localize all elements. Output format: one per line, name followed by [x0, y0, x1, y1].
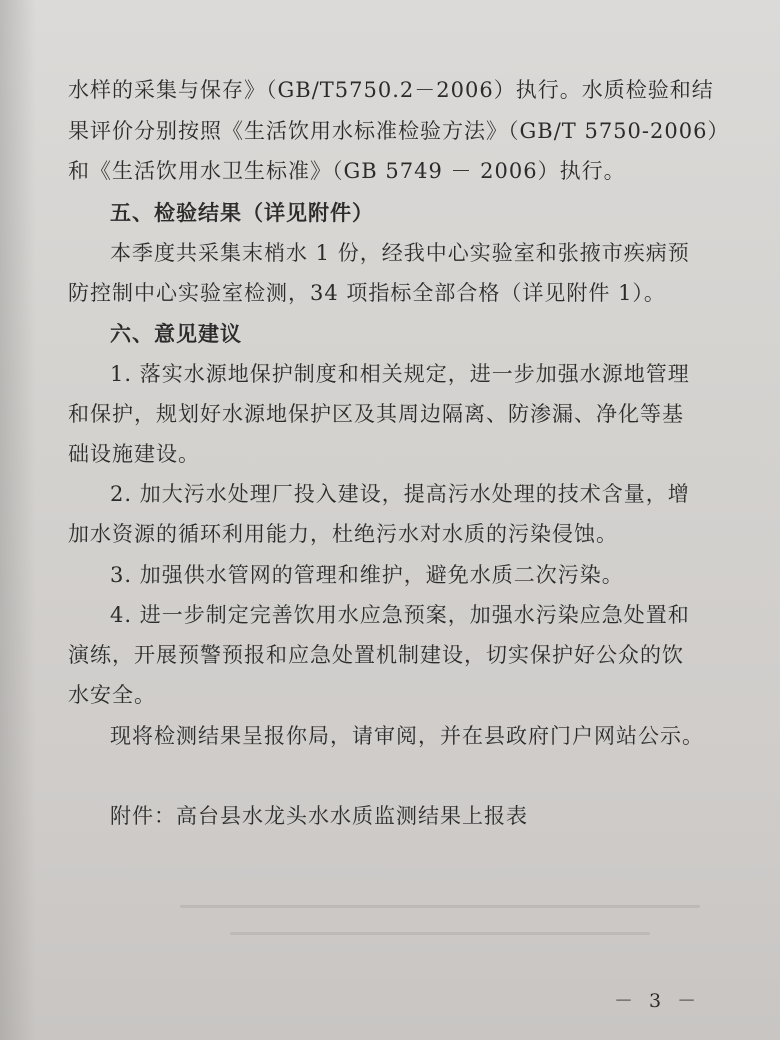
text-line-2: 果评价分别按照《生活饮用水标准检验方法》（GB/T 5750-2006）: [68, 119, 730, 143]
text-line-14: 4. 进一步制定完善饮用水应急预案，加强水污染应急处置和: [110, 603, 690, 627]
text-line-5: 本季度共采集末梢水 1 份，经我中心实验室和张掖市疾病预: [110, 241, 690, 265]
text-line-1: 水样的采集与保存》（GB/T5750.2－2006）执行。水质检验和结: [68, 78, 714, 102]
text-line-9: 和保护，规划好水源地保护区及其周边隔离、防渗漏、净化等基: [68, 402, 684, 426]
text-line-12: 加水资源的循环利用能力，杜绝污水对水质的污染侵蚀。: [68, 522, 618, 546]
section-heading-suggestions: 六、意见建议: [110, 321, 242, 346]
text-line-8: 1. 落实水源地保护制度和相关规定，进一步加强水源地管理: [110, 362, 690, 386]
bleed-through-mark: [230, 932, 650, 935]
bleed-through-mark: [180, 905, 700, 908]
text-line-11: 2. 加大污水处理厂投入建设，提高污水处理的技术含量，增: [110, 482, 690, 506]
text-line-3: 和《生活饮用水卫生标准》（GB 5749 － 2006）执行。: [68, 159, 626, 183]
text-line-15: 演练，开展预警预报和应急处置机制建设，切实保护好公众的饮: [68, 643, 684, 667]
text-line-13: 3. 加强供水管网的管理和维护，避免水质二次污染。: [110, 563, 624, 587]
text-line-16: 水安全。: [68, 683, 156, 707]
attachment-line: 附件：高台县水龙头水水质监测结果上报表: [110, 804, 528, 828]
page-shadow: [0, 0, 36, 1040]
text-line-6: 防控制中心实验室检测，34 项指标全部合格（详见附件 1）。: [68, 281, 666, 305]
text-line-17: 现将检测结果呈报你局，请审阅，并在县政府门户网站公示。: [110, 724, 704, 748]
text-line-10: 础设施建设。: [68, 442, 200, 466]
section-heading-results: 五、检验结果（详见附件）: [110, 200, 374, 225]
page-number: － 3 －: [614, 990, 702, 1012]
